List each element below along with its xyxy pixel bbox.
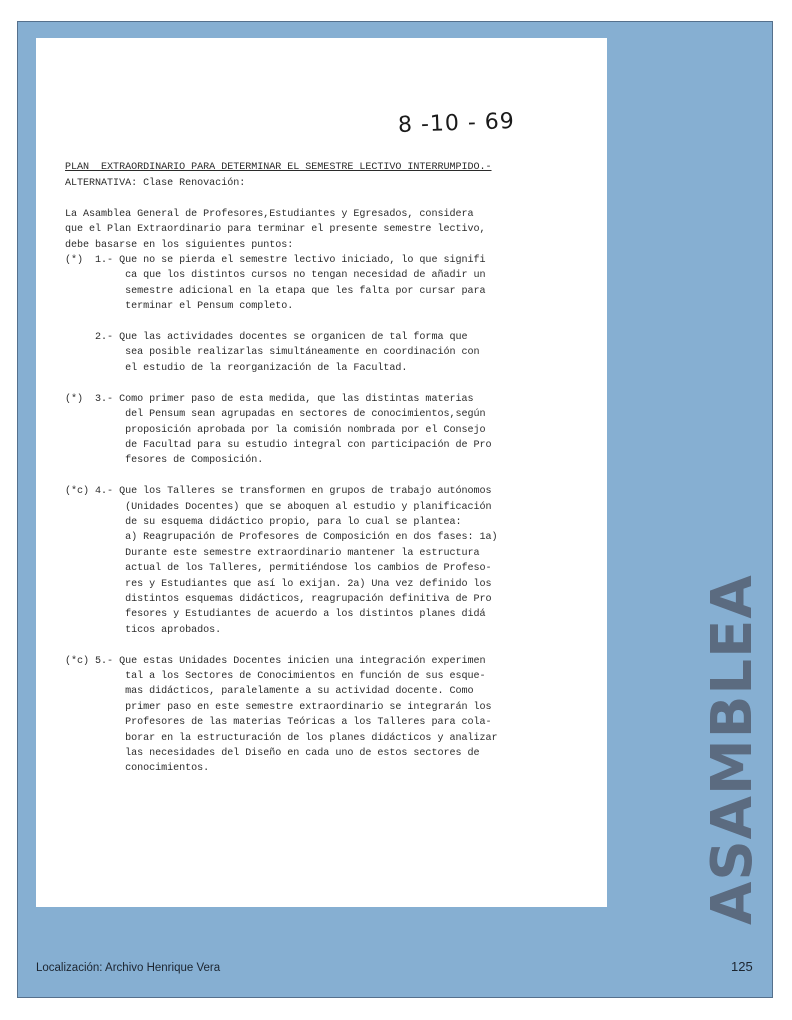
document-line: Durante este semestre extraordinario mantener la estructura: [65, 547, 480, 559]
document-line: (*) 3.- Como primer paso de esta medida, que las distintas materias: [65, 393, 474, 405]
document-body: [65, 176, 498, 777]
document-line: primer paso en este semestre extraordinario se integrarán los: [65, 701, 492, 713]
document-title: PLAN EXTRAORDINARIO PARA DETERMINAR EL SEMESTRE LECTIVO INTERRUMPIDO.-: [65, 162, 492, 173]
document-line: de Facultad para su estudio integral con participación de Pro: [65, 439, 492, 451]
document-line: fesores y Estudiantes de acuerdo a los distintos planes didá: [65, 609, 486, 621]
document-line: 2.- Que las actividades docentes se organicen de tal forma que: [65, 332, 468, 344]
document-line: res y Estudiantes que así lo exijan. 2a) Una vez definido los: [65, 578, 492, 590]
document-line: borar en la estructuración de los planes didácticos y analizar: [65, 732, 498, 744]
document-line: mas didácticos, paralelamente a su actividad docente. Como: [65, 686, 474, 698]
document-line: fesores de Composición.: [65, 455, 264, 467]
document-line: semestre adicional en la etapa que les falta por cursar para: [65, 285, 486, 297]
document-line: (*c) 5.- Que estas Unidades Docentes inicien una integración experimen: [65, 655, 486, 667]
document-line: terminar el Pensum completo.: [65, 301, 294, 313]
document-line: (*) 1.- Que no se pierda el semestre lectivo iniciado, lo que signifi: [65, 255, 486, 267]
handwritten-date: 8 -10 - 69: [397, 108, 516, 139]
document-line: sea posible realizarlas simultáneamente en coordinación con: [65, 347, 480, 359]
footer-location: Localización: Archivo Henrique Vera: [36, 962, 221, 974]
document-line: tal a los Sectores de Conocimientos en función de sus esque-: [65, 671, 486, 682]
document-line: distintos esquemas didácticos, reagrupación definitiva de Pro: [65, 593, 492, 605]
document-line: [65, 191, 498, 206]
document-line: ticos aprobados.: [65, 624, 222, 636]
document-line: conocimientos.: [65, 763, 210, 775]
page-number: 125: [731, 959, 753, 974]
document-line: actual de los Talleres, permitiéndose los cambios de Profeso-: [65, 563, 492, 575]
document-line: que el Plan Extraordinario para terminar el presente semestre lectivo,: [65, 224, 486, 236]
document-line: a) Reagrupación de Profesores de Composición en dos fases: 1a): [65, 532, 498, 544]
document-line: proposición aprobada por la comisión nombrada por el Consejo: [65, 424, 486, 436]
document-line: Profesores de las materias Teóricas a los Talleres para cola-: [65, 717, 492, 729]
document-line: ca que los distintos cursos no tengan necesidad de añadir un: [65, 270, 486, 282]
document-line: ALTERNATIVA: Clase Renovación:: [65, 178, 246, 189]
document-line: [65, 469, 498, 484]
document-line: (Unidades Docentes) que se aboquen al estudio y planificación: [65, 501, 492, 513]
document-line: (*c) 4.- Que los Talleres se transformen en grupos de trabajo autónomos: [65, 486, 492, 498]
section-title-vertical: ASAMBLEA: [700, 574, 765, 925]
document-line: La Asamblea General de Profesores,Estudiantes y Egresados, considera: [65, 208, 474, 220]
document-line: las necesidades del Diseño en cada uno de estos sectores de: [65, 748, 480, 760]
document-line: debe basarse en los siguientes puntos:: [65, 239, 294, 251]
document-line: el estudio de la reorganización de la Facultad.: [65, 362, 408, 374]
document-line: del Pensum sean agrupadas en sectores de conocimientos,según: [65, 409, 486, 421]
document-line: [65, 638, 498, 653]
document-line: [65, 376, 498, 391]
document-line: [65, 315, 498, 330]
document-line: de su esquema didáctico propio, para lo cual se plantea:: [65, 516, 462, 528]
